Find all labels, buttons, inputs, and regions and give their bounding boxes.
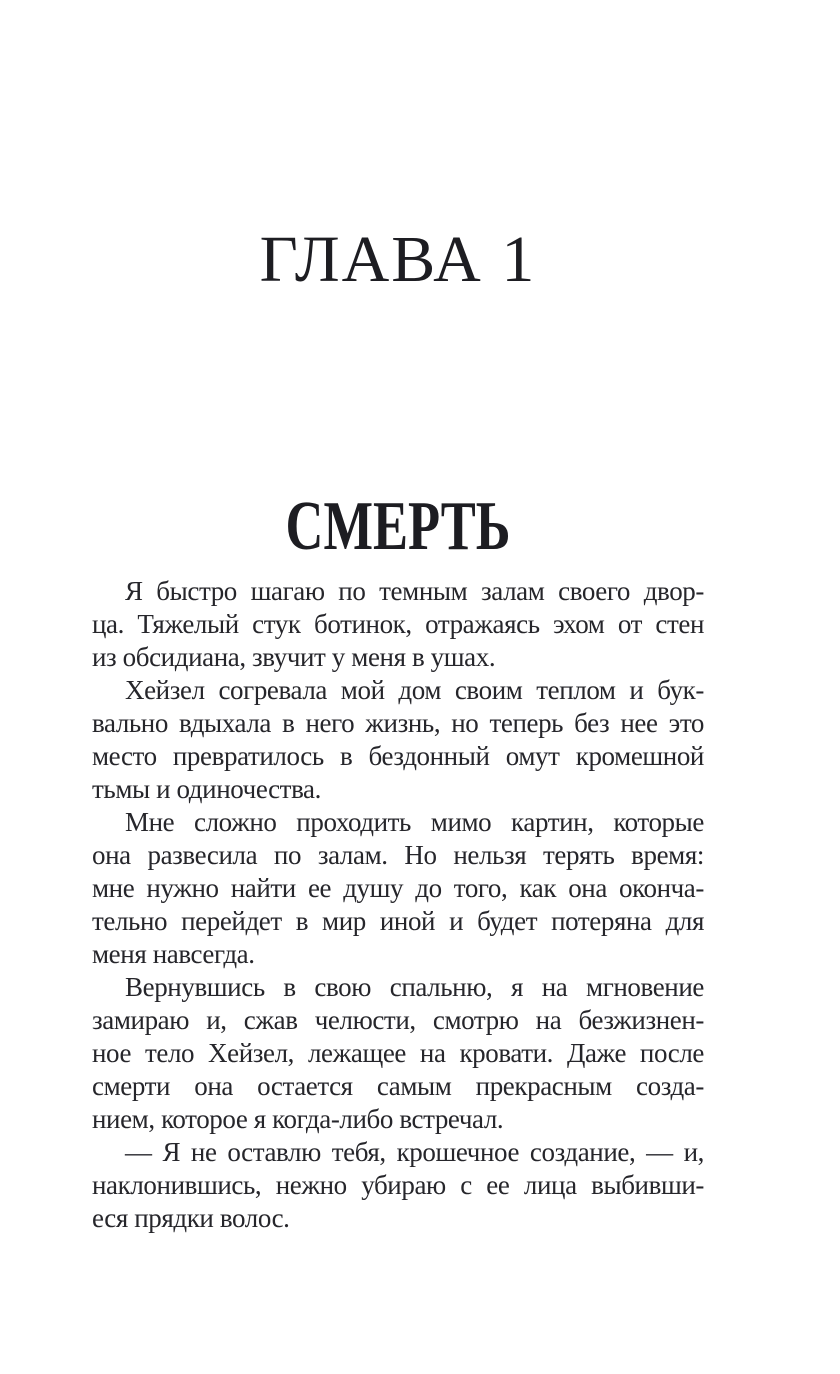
paragraph xyxy=(92,806,704,971)
text-line: ца. Тяжелый стук ботинок, отражаясь эхом от стен xyxy=(92,609,704,639)
text-line: Я быстро шагаю по темным залам своего двор- xyxy=(125,576,704,606)
text-line: нием, которое я когда-либо встречал. xyxy=(92,1104,504,1134)
chapter-title: СМЕРТЬ xyxy=(285,488,511,565)
text-line: смерти она остается самым прекрасным созда- xyxy=(92,1071,704,1101)
text-line: мне нужно найти ее душу до того, как она оконча- xyxy=(92,873,704,903)
paragraph xyxy=(92,971,704,1136)
paragraph xyxy=(92,1136,704,1235)
text-line: Мне сложно проходить мимо картин, которые xyxy=(125,807,704,837)
chapter-number-heading: ГЛАВА 1 xyxy=(259,223,537,296)
text-line: еся прядки волос. xyxy=(92,1203,290,1233)
text-line: меня навсегда. xyxy=(92,939,255,969)
text-line: тельно перейдет в мир иной и будет потеряна для xyxy=(92,906,704,936)
text-line: Хейзел согревала мой дом своим теплом и бук- xyxy=(125,675,704,705)
text-line: Вернувшись в свою спальню, я на мгновение xyxy=(125,972,704,1002)
paragraph xyxy=(92,575,704,674)
text-line: из обсидиана, звучит у меня в ушах. xyxy=(92,642,496,672)
text-line: место превратилось в бездонный омут кромешной xyxy=(92,741,704,771)
chapter-body-text xyxy=(92,575,704,1235)
text-line: — Я не оставлю тебя, крошечное создание, — и, xyxy=(125,1137,704,1167)
text-line: замираю и, сжав челюсти, смотрю на безжизнен- xyxy=(92,1005,704,1035)
paragraph xyxy=(92,674,704,806)
text-line: она развесила по залам. Но нельзя терять время: xyxy=(92,840,704,870)
text-line: наклонившись, нежно убираю с ее лица выбивши- xyxy=(92,1170,704,1200)
text-line: ное тело Хейзел, лежащее на кровати. Даже после xyxy=(92,1038,704,1068)
text-line: вально вдыхала в него жизнь, но теперь без нее это xyxy=(92,708,704,738)
text-line: тьмы и одиночества. xyxy=(92,774,321,804)
